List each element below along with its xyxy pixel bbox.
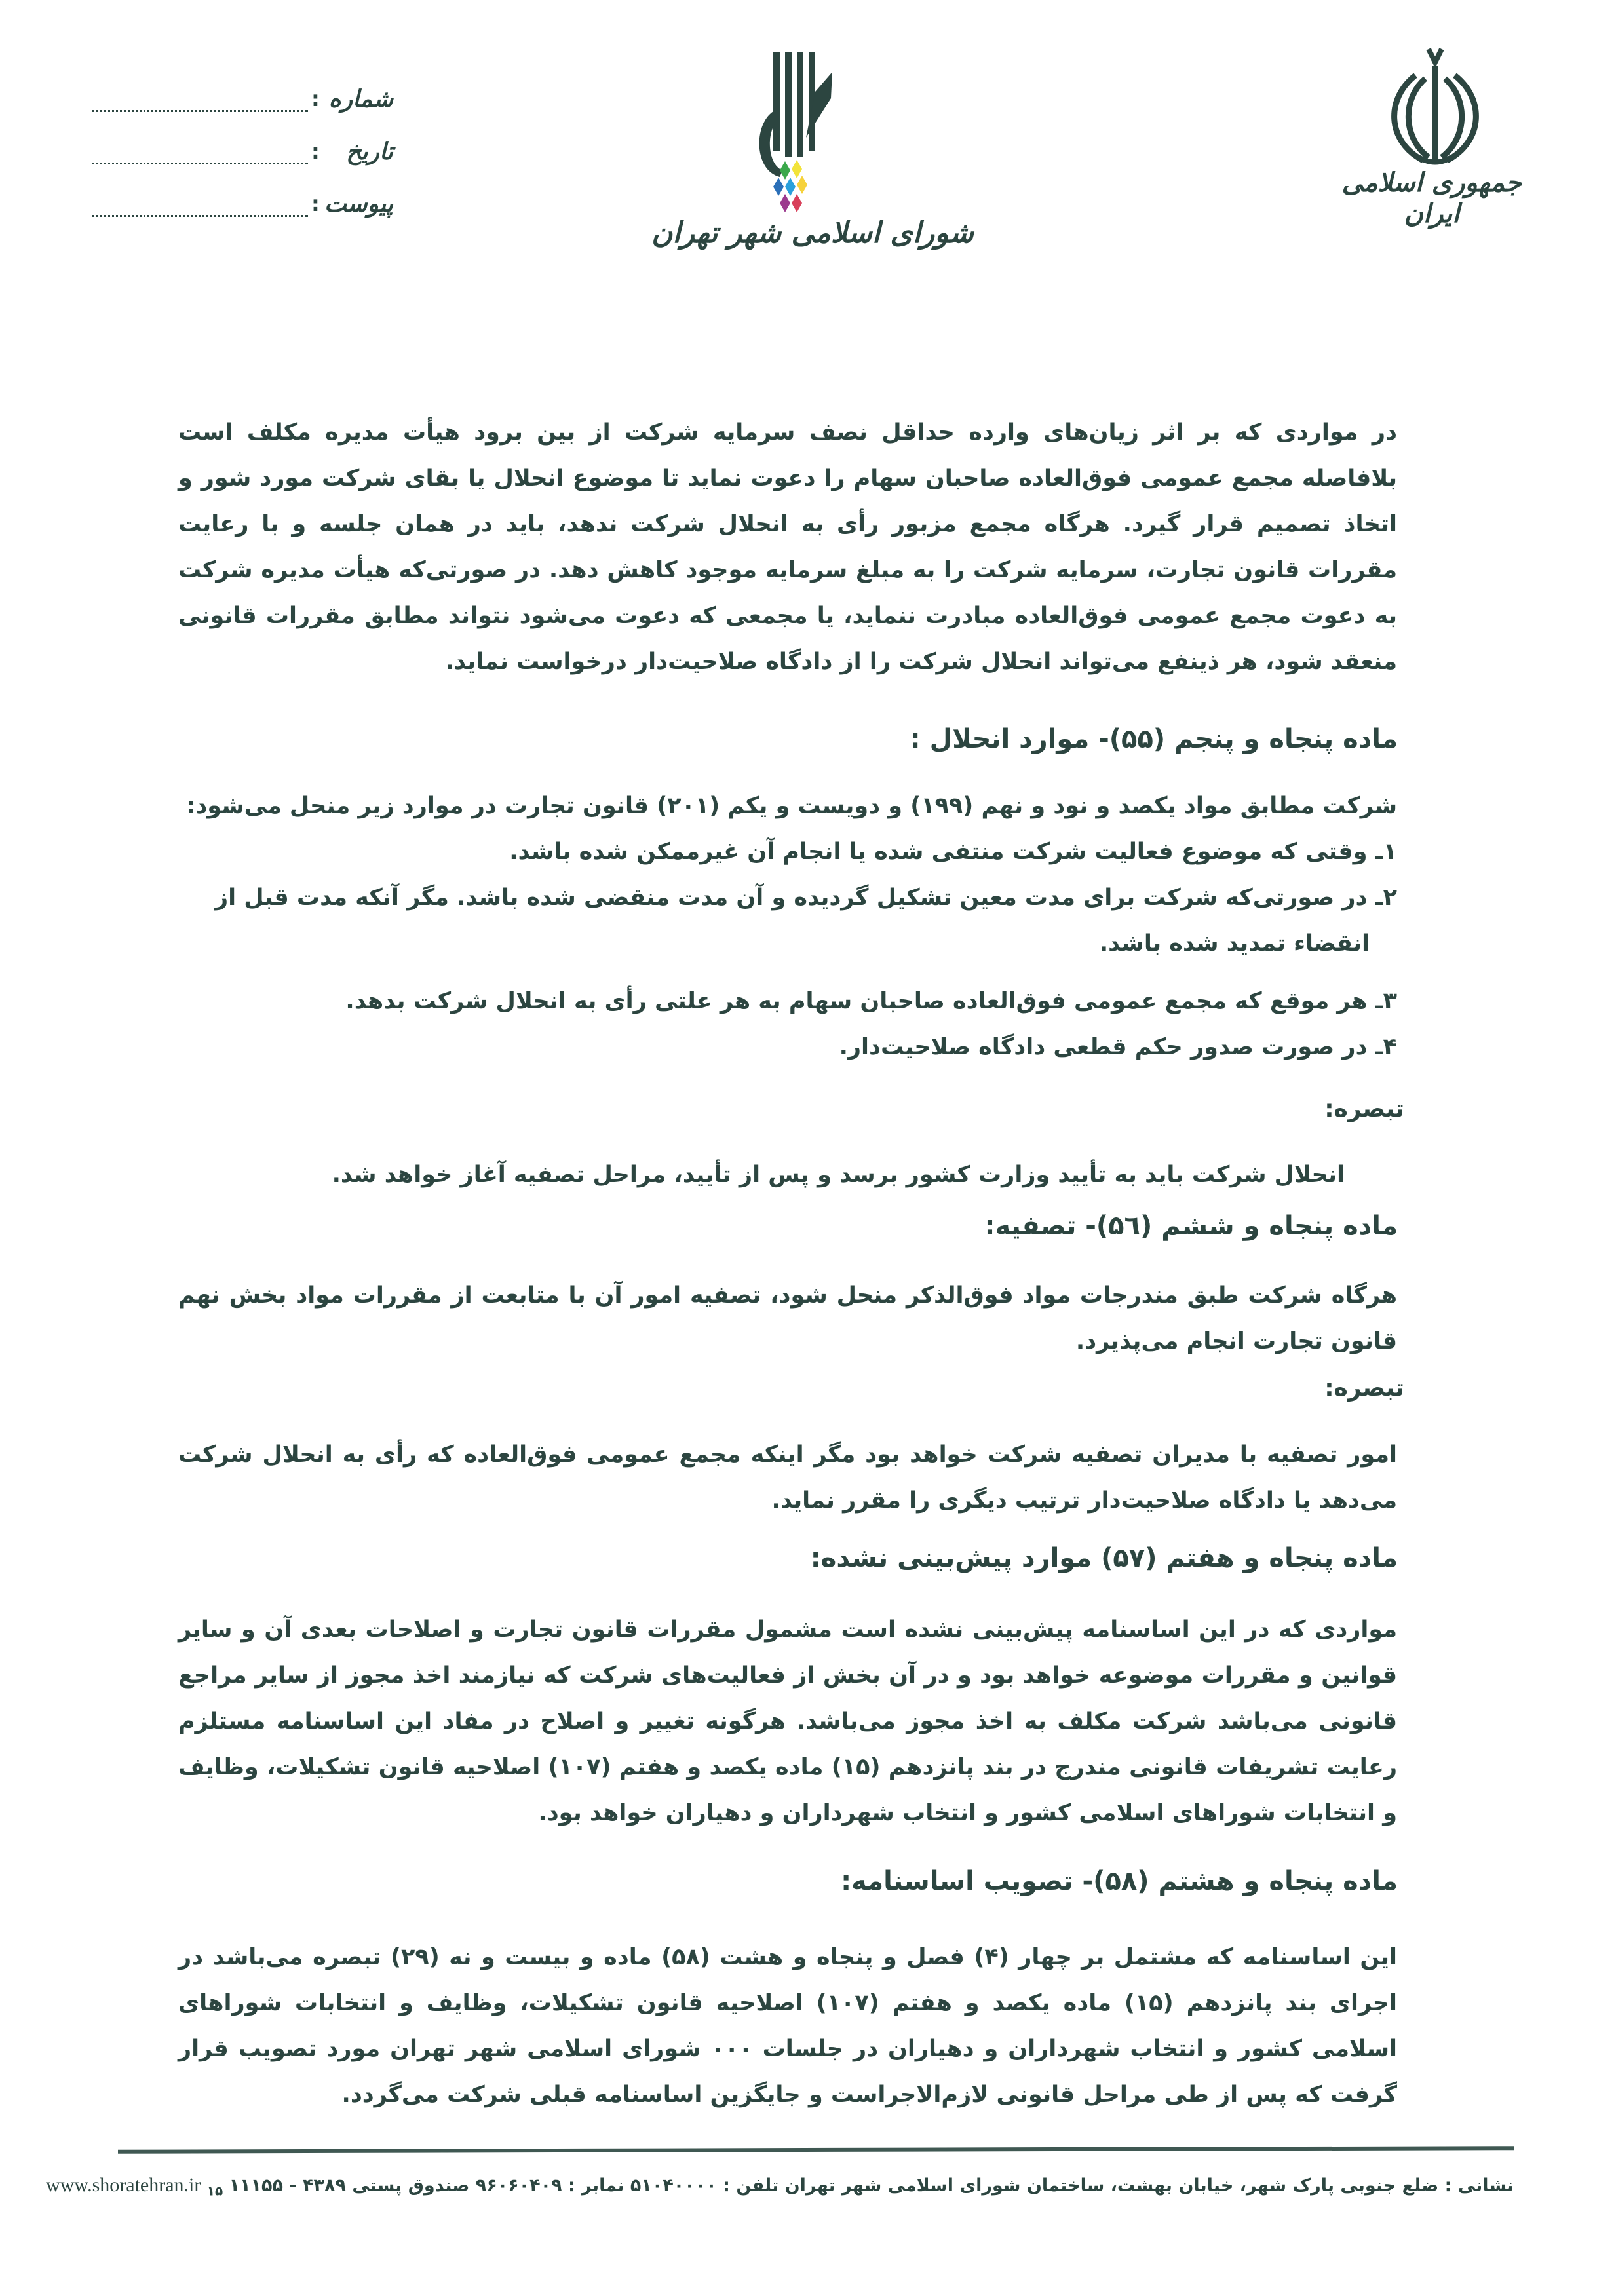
emblem-icon bbox=[1363, 39, 1507, 170]
article-56-title: ماده پنجاه و ششم (۵٦)- تصفیه: bbox=[984, 1211, 1398, 1241]
article-55-list bbox=[178, 783, 1397, 1070]
council-logo-caption: شورای اسلامی شهر تهران bbox=[651, 216, 974, 250]
article-56-note-label: تبصره: bbox=[1324, 1375, 1404, 1402]
intro-paragraph: در مواردی که بر اثر زیان‌های وارده حداقل نصف سرمایه شرکت از بین برود هیأت مدیره مکلف است بلافاصله مجمع عمومی فوق‌العاده صاحبان سهام را دعوت نماید تا موضوع انحلال یا بقای شرکت مورد شور و اتخاذ تصمیم قرار گیرد. هرگاه مجمع مزبور رأی به انحلال شرکت ندهد، باید در همان جلسه و با رعایت مقررات قانون تجارت، سرمایه شرکت را به مبلغ سرمایه موجود کاهش دهد. در صورتی‌که هیأت مدیره شرکت به دعوت مجمع عمومی فوق‌العاده مبادرت ننماید، یا مجمعی که دعوت می‌شود نتواند مطابق مقررات قانونی منعقد شود، هر ذینفع می‌تواند انحلال شرکت را از دادگاه صلاحیت‌دار درخواست نماید. bbox=[178, 419, 1397, 675]
attachment-label: پیوست bbox=[324, 190, 393, 218]
date-dotted-line bbox=[92, 163, 308, 164]
logo-diamond bbox=[773, 178, 784, 196]
footer-website[interactable]: www.shoratehran.ir bbox=[46, 2174, 201, 2196]
article-56-text: هرگاه شرکت طبق مندرجات مواد فوق‌الذکر منحل شود، تصفیه امور آن با متابعت از مقررات مواد بخش نهم قانون تجارت انجام می‌پذیرد. bbox=[178, 1282, 1397, 1354]
article-55-intro: شرکت مطابق مواد یکصد و نود و نهم (۱۹۹) و دویست و یکم (۲۰۱) قانون تجارت در موارد زیر منحل می‌شود: bbox=[186, 793, 1397, 819]
number-label: شماره bbox=[328, 85, 393, 113]
article-55-title: ماده پنجاه و پنجم (۵۵)- موارد انحلال : bbox=[910, 724, 1398, 754]
article-57-text: مواردی که در این اساسنامه پیش‌بینی نشده است مشمول مقررات قانون تجارت و اصلاحات بعدی آن و سایر قوانین و مقررات موضوعه خواهد بود و در آن بخش از فعالیت‌های شرکت که نیازمند اخذ مجوز از سایر مراجع قانونی می‌باشد شرکت مکلف به اخذ مجوز می‌باشد. هرگونه تغییر و اصلاح در مفاد این اساسنامه مستلزم رعایت تشریفات قانونی مندرج در بند پانزدهم (۱۵) ماده یکصد و هفتم (۱۰۷) اصلاحیه قانون تشکیلات، وظایف و انتخابات شوراهای اسلامی کشور و انتخاب شهرداران و دهیاران خواهد بود. bbox=[178, 1617, 1398, 1826]
iran-emblem bbox=[1363, 39, 1507, 170]
attachment-field: پیوست : bbox=[92, 190, 393, 229]
logo-diamond bbox=[797, 176, 807, 194]
logo-diamond bbox=[792, 160, 802, 178]
date-label: تاریخ bbox=[346, 138, 393, 165]
article-57-title: ماده پنجاه و هفتم (۵۷) موارد پیش‌بینی نشده: bbox=[810, 1543, 1398, 1573]
footer-page-number: ۱۵ bbox=[206, 2183, 223, 2199]
article-55-note-label: تبصره: bbox=[1324, 1096, 1404, 1122]
council-logo bbox=[727, 46, 872, 223]
article-58-text: این اساسنامه که مشتمل بر چهار (۴) فصل و پنجاه و هشت (۵۸) ماده و بیست و نه (۲۹) تبصره می‌باشد در اجرای بند پانزدهم (۱۵) ماده یکصد و هفتم (۱۰۷) اصلاحیه قانون تشکیلات، وظایف و انتخابات شوراهای اسلامی کشور و انتخاب شهرداران و دهیاران در جلسات ۰۰۰ شورای اسلامی شهر تهران مورد تصویب قرار گرفت که پس از طی مراحل قانونی لازم‌الاجراست و جایگزین اساسنامه قبلی شرکت می‌گردد. bbox=[178, 1944, 1398, 2108]
emblem-caption: جمهوری اسلامی ایران bbox=[1341, 167, 1522, 229]
article-55-item-3: ۳ـ هر موقع که مجمع عمومی فوق‌العاده صاحبان سهام به هر علتی رأی به انحلال شرکت بدهد. bbox=[345, 988, 1397, 1014]
logo-diamond bbox=[792, 194, 802, 212]
number-dotted-line bbox=[92, 110, 308, 112]
logo-diamond bbox=[785, 178, 796, 196]
footer bbox=[46, 2174, 1514, 2213]
article-55-item-1: ۱ـ وقتی که موضوع فعالیت شرکت منتفی شده یا انجام آن غیرممکن شده باشد. bbox=[509, 839, 1397, 865]
logo-diamond bbox=[780, 161, 790, 180]
article-55-item-4: ۴ـ در صورت صدور حکم قطعی دادگاه صلاحیت‌دار. bbox=[839, 1034, 1397, 1060]
attachment-dotted-line bbox=[92, 215, 308, 217]
number-field: شماره : bbox=[92, 85, 393, 124]
article-56-note: امور تصفیه با مدیران تصفیه شرکت خواهد بود مگر اینکه مجمع عمومی فوق‌العاده که رأی به انحلال شرکت می‌دهد یا دادگاه صلاحیت‌دار ترتیب دیگری را مقرر نماید. bbox=[178, 1442, 1397, 1514]
footer-divider bbox=[118, 2146, 1514, 2154]
article-55-note: انحلال شرکت باید به تأیید وزارت کشور برسد و پس از تأیید، مراحل تصفیه آغاز خواهد شد. bbox=[332, 1162, 1345, 1188]
logo-diamond bbox=[780, 194, 790, 212]
date-field: تاریخ : bbox=[92, 138, 393, 177]
article-55-item-2: ۲ـ در صورتی‌که شرکت برای مدت معین تشکیل گردیده و آن مدت منقضی شده باشد. مگر آنکه مدت قبل از bbox=[214, 885, 1397, 911]
footer-address: نشانی : ضلع جنوبی پارک شهر، خیابان بهشت، ساختمان شورای اسلامی شهر تهران تلفن : ۵۱۰۴۰۰۰۰ نمابر : ۹۶۰۶۰۴۰۹ صندوق پستی ۴۳۸۹ - ۱۱۱۵۵ bbox=[229, 2175, 1514, 2196]
council-logo-mark bbox=[727, 46, 872, 223]
article-58-title: ماده پنجاه و هشتم (۵۸)- تصویب اساسنامه: bbox=[841, 1866, 1398, 1896]
article-55-item-2-continued: انقضاء تمدید شده باشد. bbox=[1099, 930, 1370, 957]
